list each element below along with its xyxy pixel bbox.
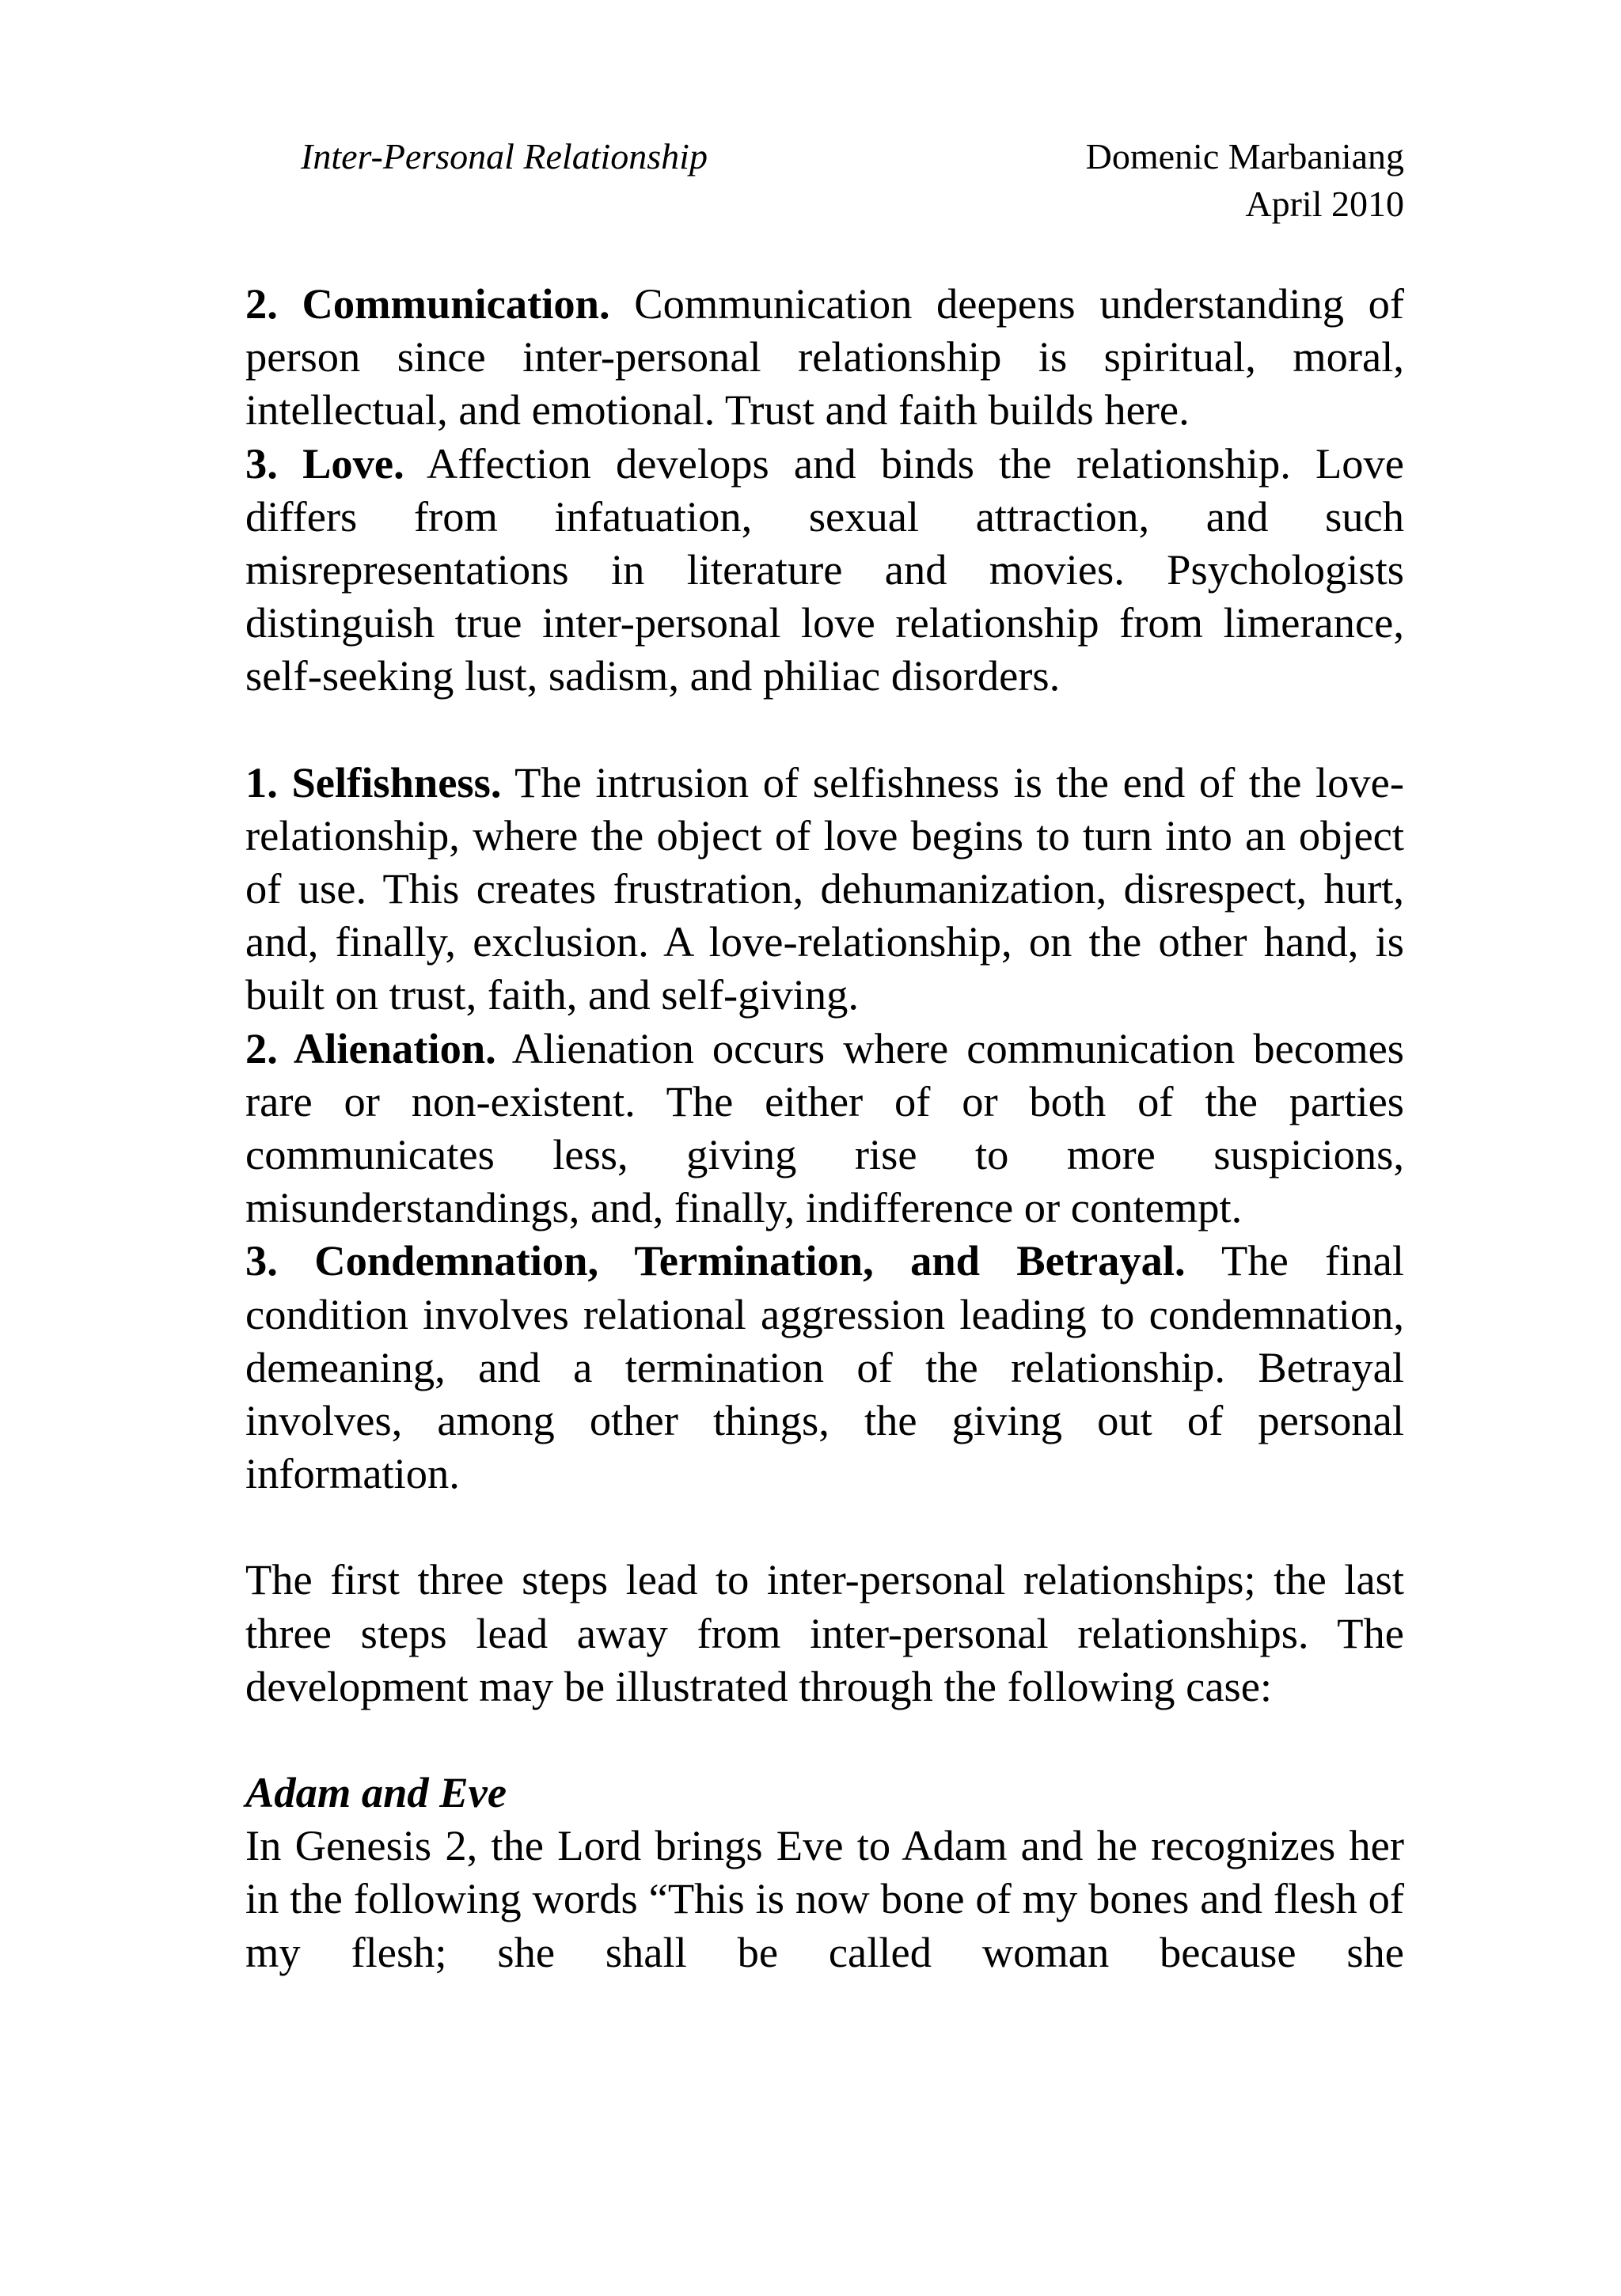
- list-item-condemnation: [245, 1234, 1404, 1500]
- page-body: [245, 277, 1404, 1979]
- paragraph-gap: [245, 703, 1404, 756]
- item-heading: 2. Alienation.: [245, 1023, 496, 1072]
- item-text: Alienation occurs where communication becomes rare or non-existent. The either of or both of the parties communicates less, giving rise to more suspicions, misunderstandings, and, finally, indifference or contempt.: [245, 1023, 1404, 1232]
- list-item-love: [245, 437, 1404, 703]
- header-author: Domenic Marbaniang: [1085, 136, 1404, 176]
- list-item-alienation: [245, 1022, 1404, 1235]
- list-item-communication: [245, 277, 1404, 437]
- item-text: Communication deepens understanding of person since inter-personal relationship is spiritual, moral, intellectual, and emotional. Trust and faith builds here.: [245, 279, 1404, 435]
- paragraph-gap: [245, 1713, 1404, 1766]
- item-text: Affection develops and binds the relationship. Love differs from infatuation, sexual attraction, and such misrepresentations in literature and movies. Psychologists distinguish true inter-personal love relationship from limerance, self-seeking lust, sadism, and philiac disorders.: [245, 438, 1404, 700]
- item-text: The intrusion of selfishness is the end of the love-relationship, where the object of love begins to turn into an object of use. This creates frustration, dehumanization, disrespect, hurt, and, finally, exclusion. A love-relationship, on the other hand, is built on trust, faith, and self-giving.: [245, 757, 1404, 1019]
- item-heading: 3. Condemnation, Termination, and Betrayal.: [245, 1236, 1186, 1285]
- header-meta: [1086, 133, 1404, 228]
- case-paragraph: In Genesis 2, the Lord brings Eve to Adam and he recognizes her in the following words “This is now bone of my bones and flesh of my flesh; she shall be called woman because she: [245, 1821, 1404, 1976]
- summary-paragraph: The first three steps lead to inter-personal relationships; the last three steps lead away from inter-personal relationships. The development may be illustrated through the following case:: [245, 1555, 1404, 1710]
- item-heading: 3. Love.: [245, 438, 404, 488]
- item-text: The final condition involves relational aggression leading to condemnation, demeaning, and a termination of the relationship. Betrayal involves, among other things, the giving out of personal information.: [245, 1236, 1404, 1498]
- case-heading: Adam and Eve: [245, 1768, 507, 1817]
- header-title: Inter-Personal Relationship: [301, 136, 708, 176]
- item-heading: 2. Communication.: [245, 279, 610, 328]
- item-heading: 1. Selfishness.: [245, 757, 502, 806]
- header-date: April 2010: [1245, 184, 1404, 224]
- list-item-selfishness: [245, 756, 1404, 1022]
- paragraph-gap: [245, 1500, 1404, 1553]
